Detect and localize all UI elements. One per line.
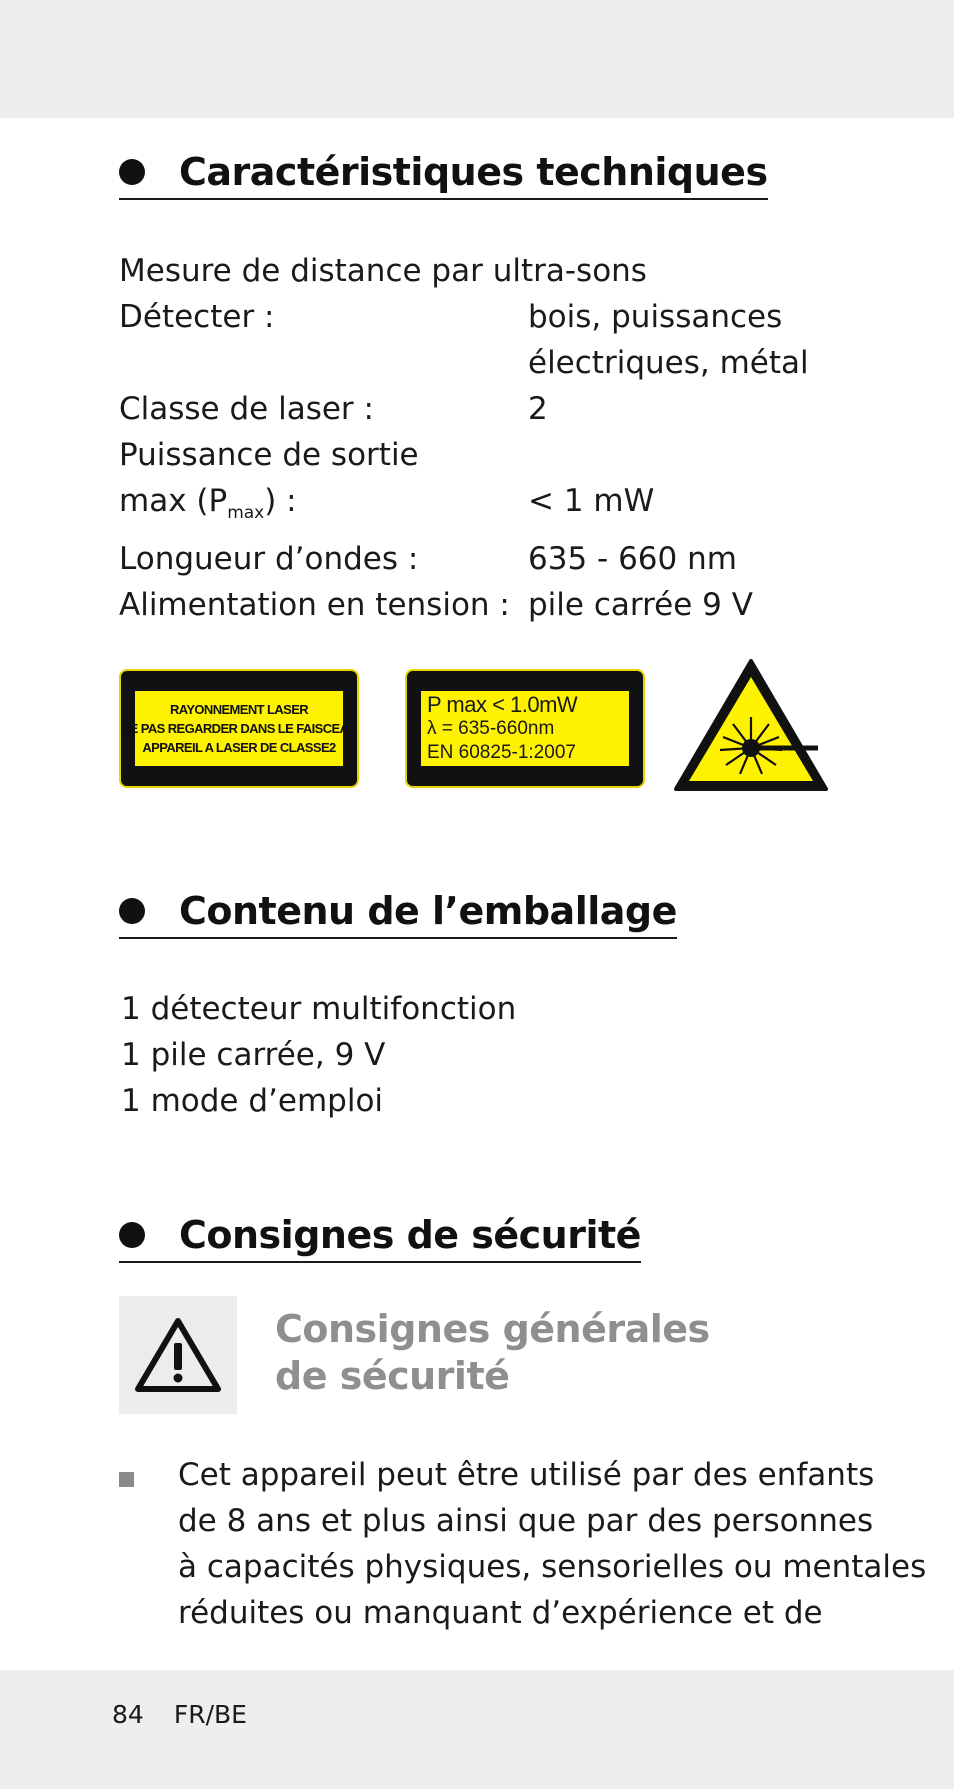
spec-label: $\max (P_{max})$ : [119,483,297,523]
page-number: 84 [112,1700,144,1729]
spec-value: 2 [528,391,548,427]
section-title-safety: Consignes de sécurité [179,1213,641,1257]
spec-value: 635 - 660 nm [528,541,737,577]
label-text: P max < 1.0mW [427,691,578,717]
label-text: RAYONNEMENT LASER [169,702,309,717]
spec-value: < 1 mW [528,483,655,519]
label-text: EN 60825-1:2007 [427,741,576,763]
spec-label: Puissance de sortie [119,437,419,473]
spec-row-laser-class [119,386,839,432]
warning-triangle-icon [134,1316,222,1394]
spec-row-detect-cont [119,340,839,386]
spec-label: Classe de laser : [119,391,374,427]
section-heading-package [119,889,677,939]
header-band [0,0,954,118]
package-contents-list [121,986,516,1124]
footer-band [0,1670,954,1789]
general-safety-heading [275,1306,710,1400]
spec-row-power [119,478,839,536]
spec-row-detect [119,294,839,340]
section-title-package: Contenu de l’emballage [179,889,677,933]
section-title-technical: Caractéristiques techniques [179,150,768,194]
subheading-line: de sécurité [275,1354,510,1398]
warning-icon-box [119,1296,237,1414]
subheading-line: Consignes générales [275,1307,710,1351]
spec-value: électriques, métal [528,345,809,381]
page-footer [112,1700,247,1729]
spec-label: Longueur d’ondes : [119,541,419,577]
spec-label: Alimentation en tension : [119,587,510,623]
heading-bullet [119,159,145,185]
section-heading-technical [119,150,768,200]
laser-hazard-triangle-icon [672,657,830,793]
list-item: 1 pile carrée, 9 V [121,1037,386,1073]
square-bullet-icon [119,1472,134,1487]
spec-table [119,248,839,628]
safety-text: Cet appareil peut être utilisé par des enfants de 8 ans et plus ainsi que par des personnes à capacités physiques, sensorielles ou mentales réduites ou manquant d’expérience et de [178,1457,927,1631]
heading-bullet [119,1222,145,1248]
spec-label: Détecter : [119,299,275,335]
spec-value: bois, puissances [528,299,783,335]
spec-row-wavelength [119,536,839,582]
safety-bullet-item [119,1452,927,1636]
laser-spec-label [405,669,645,788]
label-text: NE PAS REGARDER DANS LE FAISCEAU [120,721,358,736]
list-item: 1 mode d’emploi [121,1083,384,1119]
spec-intro: Mesure de distance par ultra-sons [119,253,647,289]
label-text: APPAREIL A LASER DE CLASSE2 [142,740,336,755]
label-text: λ = 635-660nm [427,717,555,739]
spec-value: pile carrée 9 V [528,587,753,623]
laser-warning-label [119,669,359,788]
heading-bullet [119,898,145,924]
locale-code: FR/BE [173,1700,247,1729]
list-item: 1 détecteur multifonction [121,991,517,1027]
section-heading-safety [119,1213,641,1263]
spec-row-supply [119,582,839,628]
